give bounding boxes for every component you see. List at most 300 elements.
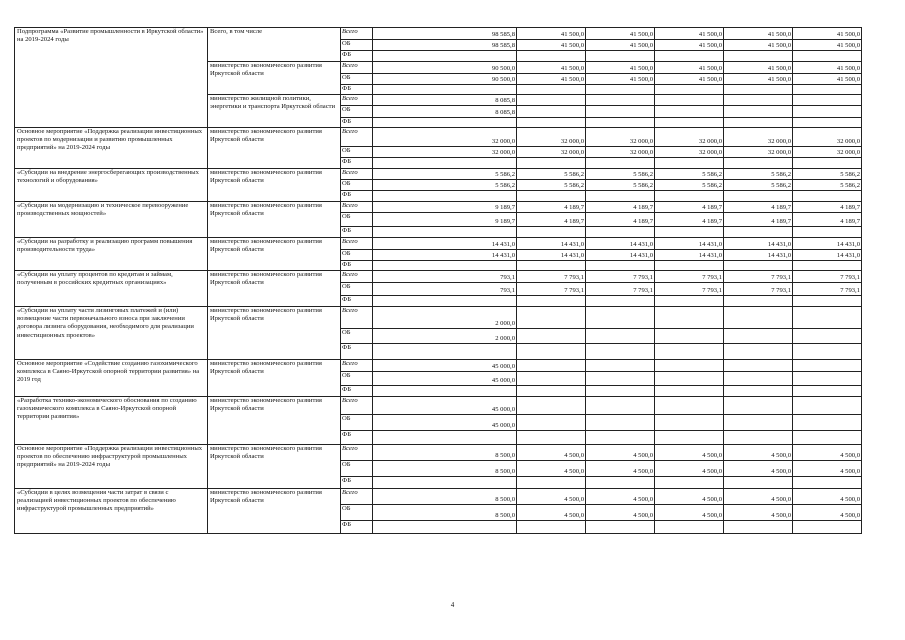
amount-cell bbox=[724, 386, 793, 397]
executor-cell: министерство экономического развития Иркутской области bbox=[208, 238, 341, 271]
amount-cell bbox=[586, 261, 655, 271]
executor-cell: министерство экономического развития Иркутской области bbox=[208, 360, 341, 397]
amount-cell: 4 500,0 bbox=[586, 505, 655, 521]
funding-source-cell: Всего bbox=[341, 95, 373, 106]
program-name-cell: «Субсидии на уплату части лизинговых платежей и (или) возмещение части первоначального взноса при заключении договора лизинга оборудования, необходимого для реализации инвестиционных проектов» bbox=[15, 307, 208, 360]
amount-cell: 4 500,0 bbox=[517, 505, 586, 521]
amount-cell: 7 793,1 bbox=[655, 283, 724, 296]
amount-cell bbox=[793, 397, 862, 415]
amount-cell: 4 500,0 bbox=[655, 461, 724, 477]
amount-cell: 32 000,0 bbox=[793, 128, 862, 147]
amount-cell: 5 586,2 bbox=[517, 169, 586, 180]
amount-cell bbox=[586, 85, 655, 95]
amount-cell: 41 500,0 bbox=[793, 40, 862, 51]
amount-cell: 41 500,0 bbox=[586, 40, 655, 51]
amount-cell bbox=[373, 261, 517, 271]
amount-cell: 4 500,0 bbox=[586, 445, 655, 461]
amount-cell bbox=[586, 329, 655, 344]
amount-cell: 32 000,0 bbox=[793, 147, 862, 158]
amount-cell: 32 000,0 bbox=[517, 147, 586, 158]
amount-cell: 4 500,0 bbox=[724, 461, 793, 477]
funding-source-cell: Всего bbox=[341, 202, 373, 213]
program-name-cell: Основное мероприятие «Содействие созданию газохимического комплекса в Саяно-Иркутской опорной территории развития» на 2019 год bbox=[15, 360, 208, 397]
executor-cell: Всего, в том числе bbox=[208, 28, 341, 62]
table-row bbox=[15, 445, 862, 461]
amount-cell bbox=[517, 360, 586, 372]
amount-cell: 8 085,8 bbox=[373, 95, 517, 106]
amount-cell bbox=[655, 397, 724, 415]
amount-cell bbox=[586, 191, 655, 202]
amount-cell: 5 586,2 bbox=[586, 180, 655, 191]
funding-source-cell: ФБ bbox=[341, 191, 373, 202]
amount-cell bbox=[586, 344, 655, 360]
amount-cell: 98 585,8 bbox=[373, 40, 517, 51]
amount-cell: 4 500,0 bbox=[655, 445, 724, 461]
amount-cell: 41 500,0 bbox=[724, 40, 793, 51]
amount-cell: 4 500,0 bbox=[724, 489, 793, 505]
amount-cell bbox=[517, 372, 586, 386]
amount-cell: 5 586,2 bbox=[724, 180, 793, 191]
amount-cell: 2 000,0 bbox=[373, 307, 517, 329]
funding-source-cell: ОБ bbox=[341, 415, 373, 431]
amount-cell: 32 000,0 bbox=[586, 128, 655, 147]
amount-cell: 4 500,0 bbox=[655, 505, 724, 521]
amount-cell: 4 189,7 bbox=[655, 202, 724, 213]
amount-cell: 8 085,8 bbox=[373, 106, 517, 118]
amount-cell: 14 431,0 bbox=[793, 250, 862, 261]
amount-cell: 4 189,7 bbox=[793, 202, 862, 213]
amount-cell bbox=[373, 51, 517, 62]
amount-cell: 41 500,0 bbox=[586, 74, 655, 85]
amount-cell bbox=[517, 344, 586, 360]
amount-cell bbox=[793, 386, 862, 397]
amount-cell bbox=[586, 158, 655, 169]
amount-cell: 41 500,0 bbox=[724, 28, 793, 40]
table-row bbox=[15, 397, 862, 415]
funding-source-cell: ФБ bbox=[341, 521, 373, 534]
amount-cell bbox=[793, 372, 862, 386]
amount-cell bbox=[655, 329, 724, 344]
amount-cell bbox=[724, 296, 793, 307]
funding-source-cell: ОБ bbox=[341, 40, 373, 51]
table-row bbox=[15, 28, 862, 40]
amount-cell bbox=[793, 296, 862, 307]
amount-cell bbox=[586, 307, 655, 329]
funding-source-cell: ОБ bbox=[341, 283, 373, 296]
amount-cell bbox=[724, 397, 793, 415]
amount-cell bbox=[373, 85, 517, 95]
amount-cell: 45 000,0 bbox=[373, 397, 517, 415]
amount-cell: 4 500,0 bbox=[517, 461, 586, 477]
amount-cell bbox=[724, 51, 793, 62]
amount-cell bbox=[373, 431, 517, 445]
amount-cell bbox=[517, 477, 586, 489]
amount-cell: 4 500,0 bbox=[586, 489, 655, 505]
program-name-cell: «Разработка технико-экономического обоснования по созданию газохимического комплекса в Саяно-Иркутской опорной территории развития» bbox=[15, 397, 208, 445]
amount-cell bbox=[373, 227, 517, 238]
amount-cell: 45 000,0 bbox=[373, 415, 517, 431]
amount-cell: 5 586,2 bbox=[655, 180, 724, 191]
amount-cell: 4 189,7 bbox=[586, 213, 655, 227]
funding-source-cell: ОБ bbox=[341, 147, 373, 158]
amount-cell bbox=[517, 118, 586, 128]
amount-cell bbox=[586, 397, 655, 415]
amount-cell: 5 586,2 bbox=[724, 169, 793, 180]
amount-cell bbox=[793, 261, 862, 271]
amount-cell bbox=[517, 158, 586, 169]
amount-cell: 4 500,0 bbox=[793, 461, 862, 477]
amount-cell bbox=[793, 521, 862, 534]
program-name-cell: «Субсидии на модернизацию и техническое перевооружение производственных мощностей» bbox=[15, 202, 208, 238]
amount-cell: 5 586,2 bbox=[517, 180, 586, 191]
amount-cell bbox=[655, 227, 724, 238]
amount-cell: 41 500,0 bbox=[517, 40, 586, 51]
amount-cell bbox=[517, 95, 586, 106]
amount-cell: 41 500,0 bbox=[793, 28, 862, 40]
amount-cell: 7 793,1 bbox=[793, 283, 862, 296]
amount-cell bbox=[586, 227, 655, 238]
table-row bbox=[15, 489, 862, 505]
amount-cell: 32 000,0 bbox=[655, 128, 724, 147]
amount-cell bbox=[373, 296, 517, 307]
executor-cell: министерство экономического развития Иркутской области bbox=[208, 202, 341, 238]
amount-cell bbox=[724, 521, 793, 534]
funding-source-cell: Всего bbox=[341, 445, 373, 461]
amount-cell bbox=[793, 95, 862, 106]
amount-cell: 7 793,1 bbox=[655, 271, 724, 283]
amount-cell: 7 793,1 bbox=[724, 271, 793, 283]
amount-cell bbox=[586, 521, 655, 534]
amount-cell: 7 793,1 bbox=[724, 283, 793, 296]
amount-cell bbox=[655, 191, 724, 202]
funding-source-cell: ФБ bbox=[341, 261, 373, 271]
amount-cell bbox=[724, 372, 793, 386]
funding-source-cell: Всего bbox=[341, 169, 373, 180]
amount-cell bbox=[586, 372, 655, 386]
amount-cell bbox=[655, 106, 724, 118]
funding-source-cell: ФБ bbox=[341, 344, 373, 360]
funding-source-cell: ФБ bbox=[341, 227, 373, 238]
amount-cell: 4 500,0 bbox=[517, 489, 586, 505]
amount-cell: 2 000,0 bbox=[373, 329, 517, 344]
amount-cell: 98 585,8 bbox=[373, 28, 517, 40]
amount-cell: 41 500,0 bbox=[724, 74, 793, 85]
amount-cell bbox=[724, 360, 793, 372]
executor-cell: министерство жилищной политики, энергетики и транспорта Иркутской области bbox=[208, 95, 341, 128]
amount-cell: 5 586,2 bbox=[655, 169, 724, 180]
amount-cell bbox=[655, 95, 724, 106]
amount-cell: 4 189,7 bbox=[724, 213, 793, 227]
amount-cell bbox=[655, 386, 724, 397]
table-row bbox=[15, 271, 862, 283]
amount-cell: 41 500,0 bbox=[655, 62, 724, 74]
amount-cell: 9 189,7 bbox=[373, 202, 517, 213]
amount-cell: 41 500,0 bbox=[655, 40, 724, 51]
funding-source-cell: ФБ bbox=[341, 51, 373, 62]
amount-cell: 45 000,0 bbox=[373, 360, 517, 372]
funding-source-cell: ОБ bbox=[341, 180, 373, 191]
amount-cell bbox=[517, 397, 586, 415]
amount-cell bbox=[724, 106, 793, 118]
amount-cell bbox=[724, 261, 793, 271]
funding-source-cell: Всего bbox=[341, 238, 373, 250]
funding-source-cell: ФБ bbox=[341, 118, 373, 128]
program-name-cell: «Субсидии на внедрение энергосберегающих производственных технологий и оборудования» bbox=[15, 169, 208, 202]
executor-cell: министерство экономического развития Иркутской области bbox=[208, 489, 341, 534]
funding-source-cell: ОБ bbox=[341, 250, 373, 261]
amount-cell: 4 500,0 bbox=[517, 445, 586, 461]
amount-cell: 45 000,0 bbox=[373, 372, 517, 386]
amount-cell bbox=[655, 261, 724, 271]
amount-cell bbox=[517, 106, 586, 118]
amount-cell bbox=[793, 227, 862, 238]
amount-cell: 7 793,1 bbox=[517, 283, 586, 296]
amount-cell: 14 431,0 bbox=[655, 250, 724, 261]
amount-cell: 4 189,7 bbox=[655, 213, 724, 227]
amount-cell: 41 500,0 bbox=[586, 28, 655, 40]
amount-cell bbox=[793, 329, 862, 344]
program-name-cell: «Субсидии на разработку и реализацию программ повышения производительности труда» bbox=[15, 238, 208, 271]
amount-cell bbox=[517, 431, 586, 445]
amount-cell: 4 189,7 bbox=[517, 202, 586, 213]
amount-cell bbox=[724, 118, 793, 128]
amount-cell bbox=[655, 415, 724, 431]
amount-cell: 7 793,1 bbox=[517, 271, 586, 283]
amount-cell bbox=[586, 386, 655, 397]
amount-cell bbox=[373, 477, 517, 489]
funding-source-cell: ФБ bbox=[341, 386, 373, 397]
executor-cell: министерство экономического развития Иркутской области bbox=[208, 307, 341, 360]
amount-cell bbox=[793, 360, 862, 372]
funding-source-cell: Всего bbox=[341, 397, 373, 415]
amount-cell bbox=[793, 477, 862, 489]
amount-cell: 41 500,0 bbox=[517, 62, 586, 74]
amount-cell: 5 586,2 bbox=[373, 180, 517, 191]
amount-cell bbox=[655, 51, 724, 62]
amount-cell bbox=[724, 329, 793, 344]
amount-cell bbox=[655, 431, 724, 445]
amount-cell: 32 000,0 bbox=[724, 128, 793, 147]
program-name-cell: «Субсидии в целях возмещения части затрат в связи с реализацией инвестиционных проектов по обеспечению инфраструктурой промышленных предприятий» bbox=[15, 489, 208, 534]
amount-cell bbox=[517, 261, 586, 271]
amount-cell: 32 000,0 bbox=[724, 147, 793, 158]
amount-cell bbox=[724, 95, 793, 106]
amount-cell: 7 793,1 bbox=[793, 271, 862, 283]
amount-cell: 4 189,7 bbox=[517, 213, 586, 227]
amount-cell bbox=[655, 158, 724, 169]
executor-cell: министерство экономического развития Иркутской области bbox=[208, 397, 341, 445]
funding-source-cell: ОБ bbox=[341, 329, 373, 344]
funding-source-cell: ОБ bbox=[341, 372, 373, 386]
amount-cell bbox=[373, 344, 517, 360]
amount-cell bbox=[724, 415, 793, 431]
amount-cell bbox=[373, 118, 517, 128]
amount-cell bbox=[586, 51, 655, 62]
amount-cell: 41 500,0 bbox=[655, 28, 724, 40]
amount-cell: 5 586,2 bbox=[793, 169, 862, 180]
amount-cell: 4 500,0 bbox=[586, 461, 655, 477]
amount-cell bbox=[373, 191, 517, 202]
funding-source-cell: Всего bbox=[341, 489, 373, 505]
amount-cell bbox=[517, 191, 586, 202]
executor-cell: министерство экономического развития Иркутской области bbox=[208, 128, 341, 169]
table-row bbox=[15, 238, 862, 250]
funding-source-cell: ОБ bbox=[341, 74, 373, 85]
amount-cell: 7 793,1 bbox=[586, 271, 655, 283]
amount-cell bbox=[586, 477, 655, 489]
amount-cell: 4 500,0 bbox=[655, 489, 724, 505]
amount-cell: 14 431,0 bbox=[373, 238, 517, 250]
amount-cell bbox=[655, 118, 724, 128]
amount-cell: 32 000,0 bbox=[373, 128, 517, 147]
amount-cell bbox=[793, 51, 862, 62]
amount-cell: 5 586,2 bbox=[586, 169, 655, 180]
amount-cell bbox=[586, 431, 655, 445]
funding-source-cell: ОБ bbox=[341, 106, 373, 118]
funding-source-cell: ФБ bbox=[341, 85, 373, 95]
amount-cell bbox=[655, 344, 724, 360]
program-name-cell: «Субсидии на уплату процентов по кредитам и займам, полученным в российских кредитных организациях» bbox=[15, 271, 208, 307]
amount-cell bbox=[517, 329, 586, 344]
amount-cell bbox=[655, 85, 724, 95]
amount-cell bbox=[586, 360, 655, 372]
amount-cell bbox=[373, 521, 517, 534]
amount-cell: 14 431,0 bbox=[586, 250, 655, 261]
amount-cell: 32 000,0 bbox=[517, 128, 586, 147]
executor-cell: министерство экономического развития Иркутской области bbox=[208, 445, 341, 489]
program-name-cell: Основное мероприятие «Поддержка реализации инвестиционных проектов по обеспечению инфраструктурой промышленных предприятий» на 2019-2024 годы bbox=[15, 445, 208, 489]
amount-cell: 41 500,0 bbox=[586, 62, 655, 74]
amount-cell: 9 189,7 bbox=[373, 213, 517, 227]
program-name-cell: Подпрограмма «Развитие промышленности в Иркутской области» на 2019-2024 годы bbox=[15, 28, 208, 128]
amount-cell: 41 500,0 bbox=[793, 62, 862, 74]
amount-cell: 8 500,0 bbox=[373, 445, 517, 461]
amount-cell bbox=[655, 372, 724, 386]
amount-cell bbox=[724, 227, 793, 238]
amount-cell: 5 586,2 bbox=[793, 180, 862, 191]
amount-cell bbox=[655, 477, 724, 489]
executor-cell: министерство экономического развития Иркутской области bbox=[208, 169, 341, 202]
amount-cell bbox=[724, 307, 793, 329]
amount-cell: 41 500,0 bbox=[517, 28, 586, 40]
amount-cell bbox=[724, 344, 793, 360]
funding-source-cell: ОБ bbox=[341, 461, 373, 477]
amount-cell bbox=[586, 95, 655, 106]
amount-cell bbox=[793, 106, 862, 118]
amount-cell bbox=[517, 51, 586, 62]
amount-cell bbox=[793, 118, 862, 128]
amount-cell: 8 500,0 bbox=[373, 505, 517, 521]
funding-source-cell: Всего bbox=[341, 271, 373, 283]
amount-cell: 4 500,0 bbox=[793, 445, 862, 461]
funding-source-cell: Всего bbox=[341, 62, 373, 74]
amount-cell: 32 000,0 bbox=[655, 147, 724, 158]
amount-cell bbox=[586, 106, 655, 118]
amount-cell: 793,1 bbox=[373, 283, 517, 296]
amount-cell bbox=[793, 158, 862, 169]
funding-source-cell: Всего bbox=[341, 28, 373, 40]
amount-cell: 14 431,0 bbox=[793, 238, 862, 250]
amount-cell: 14 431,0 bbox=[517, 250, 586, 261]
amount-cell bbox=[655, 360, 724, 372]
program-name-cell: Основное мероприятие «Поддержка реализации инвестиционных проектов по модернизации и развитию промышленных предприятий» на 2019-2024 годы bbox=[15, 128, 208, 169]
table-row bbox=[15, 360, 862, 372]
funding-source-cell: ФБ bbox=[341, 477, 373, 489]
executor-cell: министерство экономического развития Иркутской области bbox=[208, 62, 341, 95]
amount-cell bbox=[517, 296, 586, 307]
table-row bbox=[15, 202, 862, 213]
amount-cell bbox=[724, 158, 793, 169]
amount-cell bbox=[724, 191, 793, 202]
table-row bbox=[15, 307, 862, 329]
amount-cell bbox=[517, 227, 586, 238]
amount-cell bbox=[586, 118, 655, 128]
amount-cell: 5 586,2 bbox=[373, 169, 517, 180]
funding-source-cell: ФБ bbox=[341, 296, 373, 307]
amount-cell: 8 500,0 bbox=[373, 461, 517, 477]
amount-cell bbox=[517, 85, 586, 95]
amount-cell bbox=[655, 521, 724, 534]
executor-cell: министерство экономического развития Иркутской области bbox=[208, 271, 341, 307]
amount-cell bbox=[793, 415, 862, 431]
budget-table bbox=[14, 27, 862, 534]
table-row bbox=[15, 128, 862, 147]
amount-cell: 32 000,0 bbox=[586, 147, 655, 158]
amount-cell bbox=[373, 158, 517, 169]
amount-cell: 7 793,1 bbox=[586, 283, 655, 296]
amount-cell bbox=[517, 521, 586, 534]
amount-cell bbox=[793, 307, 862, 329]
funding-source-cell: ОБ bbox=[341, 505, 373, 521]
amount-cell: 41 500,0 bbox=[655, 74, 724, 85]
funding-source-cell: ФБ bbox=[341, 431, 373, 445]
amount-cell bbox=[724, 431, 793, 445]
amount-cell: 4 189,7 bbox=[586, 202, 655, 213]
amount-cell bbox=[793, 344, 862, 360]
amount-cell bbox=[724, 477, 793, 489]
amount-cell: 14 431,0 bbox=[586, 238, 655, 250]
amount-cell: 4 500,0 bbox=[724, 445, 793, 461]
amount-cell: 14 431,0 bbox=[724, 238, 793, 250]
amount-cell bbox=[793, 191, 862, 202]
amount-cell: 41 500,0 bbox=[793, 74, 862, 85]
funding-source-cell: ФБ bbox=[341, 158, 373, 169]
amount-cell bbox=[655, 307, 724, 329]
amount-cell: 90 500,0 bbox=[373, 74, 517, 85]
amount-cell: 14 431,0 bbox=[655, 238, 724, 250]
amount-cell bbox=[517, 307, 586, 329]
amount-cell: 32 000,0 bbox=[373, 147, 517, 158]
funding-source-cell: Всего bbox=[341, 307, 373, 329]
amount-cell: 14 431,0 bbox=[517, 238, 586, 250]
amount-cell bbox=[586, 415, 655, 431]
amount-cell: 4 500,0 bbox=[793, 489, 862, 505]
amount-cell: 4 500,0 bbox=[793, 505, 862, 521]
funding-source-cell: Всего bbox=[341, 128, 373, 147]
table-row bbox=[15, 169, 862, 180]
page-number: 4 bbox=[450, 601, 455, 609]
amount-cell: 4 189,7 bbox=[724, 202, 793, 213]
amount-cell: 14 431,0 bbox=[724, 250, 793, 261]
amount-cell: 41 500,0 bbox=[724, 62, 793, 74]
amount-cell: 90 500,0 bbox=[373, 62, 517, 74]
amount-cell bbox=[586, 296, 655, 307]
funding-source-cell: ОБ bbox=[341, 213, 373, 227]
amount-cell bbox=[655, 296, 724, 307]
amount-cell bbox=[517, 415, 586, 431]
amount-cell: 41 500,0 bbox=[517, 74, 586, 85]
amount-cell: 14 431,0 bbox=[373, 250, 517, 261]
